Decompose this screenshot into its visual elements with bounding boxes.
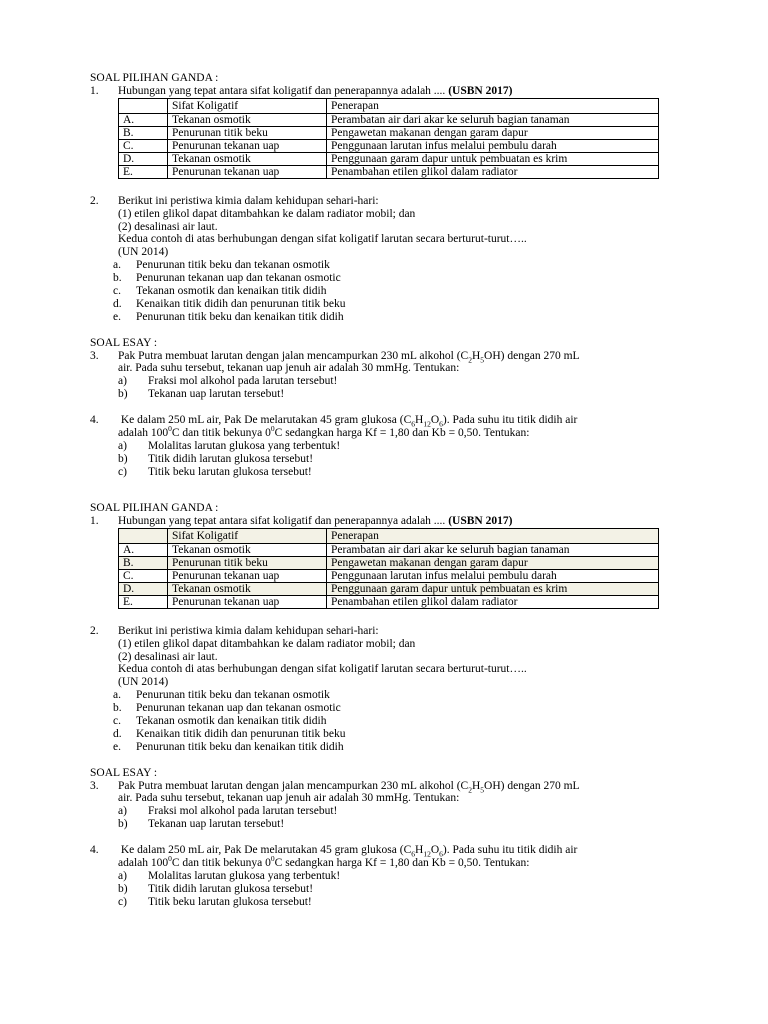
subscript: 6 (411, 849, 415, 859)
question-source: (USBN 2017) (448, 514, 513, 527)
koligatif-table (118, 98, 659, 179)
question-text: H (415, 844, 424, 857)
subscript: 2 (468, 784, 472, 794)
subquestion-letter: c) (118, 465, 127, 478)
table-row (119, 139, 659, 152)
question-text: OH) dengan 270 mL (484, 349, 580, 362)
question-text: Hubungan yang tepat antara sifat koligatif dan penerapannya adalah .... (118, 514, 449, 527)
question-text: H (415, 414, 424, 427)
property-cell: Tekanan osmotik (168, 543, 327, 556)
option-letter-cell: D. (119, 152, 168, 165)
answer-option (90, 715, 670, 728)
subquestion-letter: b) (118, 818, 128, 831)
option-letter-cell: B. (119, 556, 168, 569)
table-row (119, 582, 659, 595)
subscript: 12 (423, 419, 431, 429)
question-2 (90, 195, 670, 208)
subquestion-letter: a) (118, 439, 127, 452)
option-text: Kenaikan titik didih dan penurunan titik beku (136, 727, 346, 740)
option-letter: a. (113, 259, 121, 272)
application-cell: Penggunaan garam dapur untuk pembuatan es krim (327, 582, 659, 595)
option-letter: b. (113, 272, 122, 285)
subscript: 12 (423, 849, 431, 859)
table-header-cell: Penerapan (327, 98, 659, 113)
question-text: ). Pada suhu itu titik didih air (442, 844, 578, 857)
option-letter: d. (113, 297, 122, 310)
subquestion-text: Titik beku larutan glukosa tersebut! (148, 465, 312, 478)
property-cell: Penurunan titik beku (168, 126, 327, 139)
question-2 (90, 625, 670, 638)
option-text: Penurunan tekanan uap dan tekanan osmotic (136, 702, 341, 715)
table-header-cell (119, 98, 168, 113)
subquestion-text: Titik didih larutan glukosa tersebut! (148, 882, 314, 895)
subscript: 5 (480, 784, 485, 794)
subquestion-letter: b) (118, 882, 128, 895)
question-item: (2) desalinasi air laut. (118, 650, 218, 663)
subscript: 6 (439, 419, 443, 429)
question-prompt: Kedua contoh di atas berhubungan dengan sifat koligatif larutan secara berturut-turut….. (118, 663, 527, 676)
answer-option (90, 702, 670, 715)
question-3 (90, 780, 670, 793)
question-number: 4. (90, 844, 99, 857)
section-heading-multiple-choice: SOAL PILIHAN GANDA : (90, 72, 219, 84)
table-row (119, 569, 659, 582)
question-text: Ke dalam 250 mL air, Pak De melarutakan 45 gram glukosa (C (118, 414, 412, 427)
question-number: 2. (90, 194, 99, 207)
option-text: Tekanan osmotik dan kenaikan titik didih (136, 285, 327, 298)
option-letter: e. (113, 310, 121, 323)
question-number: 3. (90, 349, 99, 362)
answer-option (90, 741, 670, 754)
question-text-continued: air. Pada suhu tersebut, tekanan uap jenuh air adalah 30 mmHg. Tentukan: (118, 362, 460, 375)
subquestion-letter: b) (118, 452, 128, 465)
table-header-cell: Penerapan (327, 528, 659, 543)
table-row (119, 165, 659, 178)
question-text: H (471, 349, 481, 362)
answer-option (90, 272, 670, 285)
application-cell: Penambahan etilen glikol dalam radiator (327, 595, 659, 608)
question-text: C sedangkan harga Kf = 1,80 dan Kb = 0,50. Tentukan: (274, 856, 530, 869)
answer-option (90, 311, 670, 324)
table-header-cell (119, 528, 168, 543)
question-source: (UN 2014) (118, 246, 169, 259)
question-text: adalah 100 (118, 856, 169, 869)
question-text: ). Pada suhu itu titik didih air (442, 414, 578, 427)
option-letter: e. (113, 740, 121, 753)
question-text: Pak Putra membuat larutan dengan jalan mencampurkan 230 mL alkohol (C (118, 349, 469, 362)
question-1 (90, 515, 670, 528)
question-text: C sedangkan harga Kf = 1,80 dan Kb = 0,50. Tentukan: (274, 426, 530, 439)
table-row (119, 113, 659, 126)
question-4 (90, 414, 670, 427)
option-text: Penurunan titik beku dan kenaikan titik didih (136, 310, 344, 323)
answer-option (90, 259, 670, 272)
superscript: 0 (270, 424, 275, 434)
question-source: (USBN 2017) (448, 84, 513, 97)
property-cell: Tekanan osmotik (168, 152, 327, 165)
table-header-row (119, 528, 659, 543)
option-letter: c. (113, 285, 121, 298)
property-cell: Penurunan tekanan uap (168, 569, 327, 582)
subscript: 6 (411, 419, 415, 429)
subquestion-letter: b) (118, 388, 128, 401)
subquestion-text: Molalitas larutan glukosa yang terbentuk! (148, 439, 341, 452)
essay-subquestion (90, 870, 670, 883)
table-row (119, 556, 659, 569)
property-cell: Penurunan tekanan uap (168, 165, 327, 178)
question-item: (1) etilen glikol dapat ditambahkan ke dalam radiator mobil; dan (118, 637, 416, 650)
question-intro: Berikut ini peristiwa kimia dalam kehidupan sehari-hari: (118, 194, 379, 207)
option-letter: a. (113, 689, 121, 702)
property-cell: Penurunan titik beku (168, 556, 327, 569)
option-letter-cell: B. (119, 126, 168, 139)
essay-subquestion (90, 388, 670, 401)
question-text: Ke dalam 250 mL air, Pak De melarutakan 45 gram glukosa (C (118, 844, 412, 857)
property-cell: Penurunan tekanan uap (168, 139, 327, 152)
answer-option (90, 285, 670, 298)
essay-subquestion (90, 818, 670, 831)
superscript: 0 (168, 424, 172, 434)
question-3 (90, 350, 670, 363)
option-letter-cell: D. (119, 582, 168, 595)
option-text: Tekanan osmotik dan kenaikan titik didih (136, 715, 327, 728)
worksheet-block-1 (90, 72, 670, 479)
subquestion-text: Molalitas larutan glukosa yang terbentuk! (148, 869, 341, 882)
option-letter-cell: C. (119, 139, 168, 152)
application-cell: Perambatan air dari akar ke seluruh bagian tanaman (327, 543, 659, 556)
question-text: O (430, 414, 440, 427)
table-row (119, 126, 659, 139)
subquestion-letter: a) (118, 869, 127, 882)
essay-subquestion (90, 375, 670, 388)
subquestion-text: Titik didih larutan glukosa tersebut! (148, 452, 314, 465)
table-row (119, 543, 659, 556)
table-row (119, 595, 659, 608)
application-cell: Pengawetan makanan dengan garam dapur (327, 126, 659, 139)
subquestion-text: Tekanan uap larutan tersebut! (148, 818, 285, 831)
answer-option (90, 689, 670, 702)
section-heading-essay: SOAL ESAY : (90, 336, 158, 349)
koligatif-table (118, 528, 659, 609)
property-cell: Tekanan osmotik (168, 582, 327, 595)
property-cell: Tekanan osmotik (168, 113, 327, 126)
question-number: 3. (90, 779, 99, 792)
essay-subquestion (90, 453, 670, 466)
option-letter-cell: E. (119, 165, 168, 178)
subquestion-letter: a) (118, 375, 127, 388)
option-letter-cell: A. (119, 543, 168, 556)
essay-subquestion (90, 466, 670, 479)
question-text: H (471, 779, 481, 792)
subquestion-text: Titik beku larutan glukosa tersebut! (148, 895, 312, 908)
essay-subquestion (90, 440, 670, 453)
section-heading-essay: SOAL ESAY : (90, 766, 158, 779)
option-text: Kenaikan titik didih dan penurunan titik beku (136, 297, 346, 310)
option-letter: c. (113, 715, 121, 728)
option-text: Penurunan titik beku dan kenaikan titik didih (136, 740, 344, 753)
question-text: C dan titik bekunya 0 (171, 426, 271, 439)
question-number: 1. (90, 514, 99, 527)
table-header-row (119, 98, 659, 113)
application-cell: Perambatan air dari akar ke seluruh bagian tanaman (327, 113, 659, 126)
table-header-cell: Sifat Koligatif (168, 528, 327, 543)
question-4 (90, 844, 670, 857)
table-row (119, 152, 659, 165)
subquestion-letter: c) (118, 895, 127, 908)
subscript: 2 (468, 354, 472, 364)
answer-option (90, 298, 670, 311)
subscript: 5 (480, 354, 485, 364)
option-letter-cell: E. (119, 595, 168, 608)
superscript: 0 (270, 854, 275, 864)
superscript: 0 (168, 854, 172, 864)
question-text: Pak Putra membuat larutan dengan jalan mencampurkan 230 mL alkohol (C (118, 779, 469, 792)
subquestion-letter: a) (118, 805, 127, 818)
table-header-cell: Sifat Koligatif (168, 98, 327, 113)
question-prompt: Kedua contoh di atas berhubungan dengan sifat koligatif larutan secara berturut-turut….. (118, 233, 527, 246)
application-cell: Penggunaan garam dapur untuk pembuatan es krim (327, 152, 659, 165)
option-letter: b. (113, 702, 122, 715)
subscript: 6 (439, 849, 443, 859)
question-source: (UN 2014) (118, 676, 169, 689)
option-text: Penurunan titik beku dan tekanan osmotik (136, 259, 330, 272)
option-letter-cell: C. (119, 569, 168, 582)
question-text: O (430, 844, 440, 857)
question-item: (2) desalinasi air laut. (118, 220, 218, 233)
section-heading-multiple-choice: SOAL PILIHAN GANDA : (90, 502, 219, 514)
question-intro: Berikut ini peristiwa kimia dalam kehidupan sehari-hari: (118, 624, 379, 637)
application-cell: Penggunaan larutan infus melalui pembulu darah (327, 569, 659, 582)
property-cell: Penurunan tekanan uap (168, 595, 327, 608)
question-1 (90, 85, 670, 98)
question-text: adalah 100 (118, 426, 169, 439)
essay-subquestion (90, 883, 670, 896)
question-number: 4. (90, 414, 99, 427)
application-cell: Penambahan etilen glikol dalam radiator (327, 165, 659, 178)
question-number: 1. (90, 84, 99, 97)
question-number: 2. (90, 624, 99, 637)
subquestion-text: Fraksi mol alkohol pada larutan tersebut! (148, 375, 338, 388)
subquestion-text: Fraksi mol alkohol pada larutan tersebut! (148, 805, 338, 818)
essay-subquestion (90, 805, 670, 818)
answer-option (90, 728, 670, 741)
option-letter: d. (113, 727, 122, 740)
worksheet-block-2 (90, 502, 670, 909)
question-item: (1) etilen glikol dapat ditambahkan ke dalam radiator mobil; dan (118, 207, 416, 220)
application-cell: Pengawetan makanan dengan garam dapur (327, 556, 659, 569)
subquestion-text: Tekanan uap larutan tersebut! (148, 388, 285, 401)
option-text: Penurunan tekanan uap dan tekanan osmotic (136, 272, 341, 285)
question-text-continued: air. Pada suhu tersebut, tekanan uap jenuh air adalah 30 mmHg. Tentukan: (118, 792, 460, 805)
essay-subquestion (90, 896, 670, 909)
application-cell: Penggunaan larutan infus melalui pembulu darah (327, 139, 659, 152)
question-text: Hubungan yang tepat antara sifat koligatif dan penerapannya adalah .... (118, 84, 449, 97)
option-text: Penurunan titik beku dan tekanan osmotik (136, 689, 330, 702)
option-letter-cell: A. (119, 113, 168, 126)
question-text: OH) dengan 270 mL (484, 779, 580, 792)
question-text: C dan titik bekunya 0 (171, 856, 271, 869)
